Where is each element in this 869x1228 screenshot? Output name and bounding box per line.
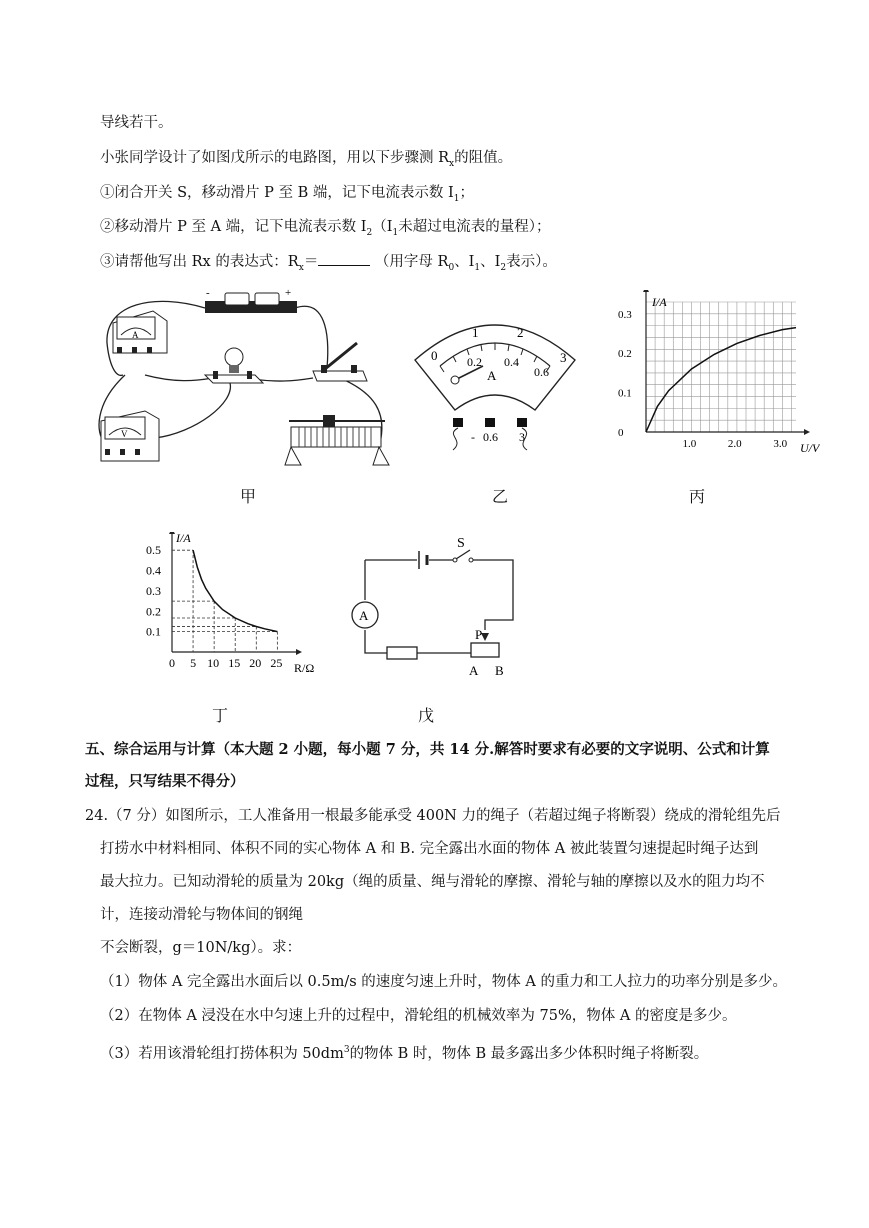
q24-line-5: 不会断裂，g＝10N/kg）。求： <box>100 940 302 956</box>
x-tick-label: 1.0 <box>682 438 697 450</box>
q24-part-2: （2）在物体 A 浸没在水中匀速上升的过程中，滑轮组的机械效率为 75%，物体 A 的密度是多少。 <box>100 1008 737 1024</box>
battery-box-icon <box>205 301 297 313</box>
y-tick-label: 0.2 <box>618 348 632 361</box>
svg-text:3: 3 <box>519 430 525 444</box>
svg-text:A: A <box>359 608 369 623</box>
x-tick-label: 15 <box>228 656 241 670</box>
dial-bottom-04: 0.4 <box>504 355 519 369</box>
slider-label: P <box>475 627 483 642</box>
terminal-neg-icon <box>453 418 463 427</box>
intro-line-1: 导线若干。 <box>100 115 173 131</box>
q24-part-3: （3）若用该滑轮组打捞体积为 $50dm^3$的物体 B 时，物体 B 最多露出多少体积时绳子将断裂。 <box>100 1045 709 1062</box>
dial-top-3: 3 <box>560 350 567 365</box>
y-tick-label: 0 <box>618 427 624 439</box>
y-axis-arrow-icon <box>643 290 649 292</box>
y-axis-label: I/A <box>652 295 667 309</box>
figure-wu-circuit <box>345 535 525 680</box>
dial-bottom-02: 0.2 <box>467 355 482 369</box>
q24-part-1: （1）物体 A 完全露出水面后以 0.5m/s 的速度匀速上升时，物体 A 的重力和工人拉力的功率分别是多少。 <box>100 974 787 990</box>
caption-jia: 甲 <box>240 487 257 506</box>
figure-yi-ammeter-dial <box>405 300 585 460</box>
lamp-icon <box>205 348 263 383</box>
x-tick-label: 0 <box>169 656 175 670</box>
figure-ding-ir-chart <box>140 532 330 682</box>
section-5-heading-2: 过程，只写结果不得分） <box>85 773 245 790</box>
x-tick-label: 10 <box>207 656 220 670</box>
figure-bing-iu-chart <box>610 290 820 460</box>
answer-blank[interactable] <box>318 251 370 266</box>
caption-wu: 戊 <box>418 706 435 725</box>
svg-text:V: V <box>121 429 128 439</box>
y-tick-label: 0.4 <box>146 563 161 578</box>
x-axis-label: U/V <box>800 441 820 455</box>
terminal-06-icon <box>485 418 495 427</box>
terminal-3-icon <box>517 418 527 427</box>
y-tick-label: 0.3 <box>146 583 161 598</box>
x-tick-label: 25 <box>270 656 283 670</box>
svg-text:A: A <box>132 330 139 340</box>
battery-plus: + <box>285 287 292 299</box>
x-axis-arrow-icon <box>296 649 302 655</box>
y-tick-label: 0.5 <box>146 543 161 558</box>
y-tick-label: 0.3 <box>618 308 632 321</box>
figure-jia-apparatus <box>95 283 405 475</box>
x-axis-label: R/Ω <box>294 661 315 675</box>
end-b-label: B <box>495 663 504 678</box>
end-a-label: A <box>469 663 479 678</box>
x-tick-label: 2.0 <box>727 438 742 450</box>
q24-line-2: 打捞水中材料相同、体积不同的实心物体 A 和 B. 完全露出水面的物体 A 被此装置匀速提起时绳子达到 <box>100 841 759 857</box>
x-tick-label: 3.0 <box>773 438 788 450</box>
y-tick-label: 0.2 <box>146 604 161 619</box>
step-1: ①闭合开关 S，移动滑片 P 至 B 端，记下电流表示数 $I_1$； <box>100 185 474 204</box>
dial-top-1: 1 <box>472 325 479 340</box>
svg-text:-: - <box>471 430 475 444</box>
y-axis-label: I/A <box>176 532 191 545</box>
svg-text:0.6: 0.6 <box>483 430 498 444</box>
rheostat-icon <box>285 415 389 465</box>
dial-top-2: 2 <box>517 325 524 340</box>
x-tick-label: 20 <box>249 656 262 670</box>
intro-line-2: 小张同学设计了如图戊所示的电路图，用以下步骤测 $R_x$的阻值。 <box>100 150 513 169</box>
step-3: ③请帮他写出 Rx 的表达式：$R_x=$ （用字母 $R_0$、$I_1$、$I_2$表示）。 <box>100 251 557 278</box>
switch-label: S <box>457 536 465 551</box>
switch-icon <box>313 343 367 381</box>
q24-line-4: 计，连接动滑轮与物体间的钢绳 <box>100 907 303 923</box>
caption-yi: 乙 <box>492 487 509 506</box>
dial-unit: A <box>487 368 497 383</box>
battery-minus: - <box>206 287 210 299</box>
step-2: ②移动滑片 P 至 A 端，记下电流表示数 $I_2(I_1$未超过电流表的量程）； <box>100 219 551 238</box>
dial-top-0: 0 <box>431 348 438 363</box>
rheostat-symbol-icon <box>471 643 499 657</box>
voltmeter-icon <box>101 411 159 461</box>
q24-line-3: 最大拉力。已知动滑轮的质量为 20kg（绳的质量、绳与滑轮的摩擦、滑轮与轴的摩擦以及水的阻力均不 <box>100 874 765 890</box>
y-tick-label: 0.1 <box>146 624 161 639</box>
q24-line-1: 24.（7 分）如图所示，工人准备用一根最多能承受 400N 力的绳子（若超过绳子将断裂）绕成的滑轮组先后 <box>85 808 781 824</box>
caption-ding: 丁 <box>212 706 229 725</box>
switch-blade-icon <box>456 550 470 559</box>
section-5-heading-1: 五、综合运用与计算（本大题 2 小题，每小题 7 分，共 14 分.解答时要求有必要的文字说明、公式和计算 <box>85 741 770 758</box>
ammeter-icon <box>113 311 167 353</box>
caption-bing: 丙 <box>689 487 706 506</box>
y-tick-label: 0.1 <box>618 387 632 400</box>
y-axis-arrow-icon <box>169 532 175 534</box>
x-axis-arrow-icon <box>804 429 810 435</box>
x-tick-label: 5 <box>190 656 197 670</box>
resistor-icon <box>387 647 417 659</box>
dial-bottom-06: 0.6 <box>534 365 549 379</box>
